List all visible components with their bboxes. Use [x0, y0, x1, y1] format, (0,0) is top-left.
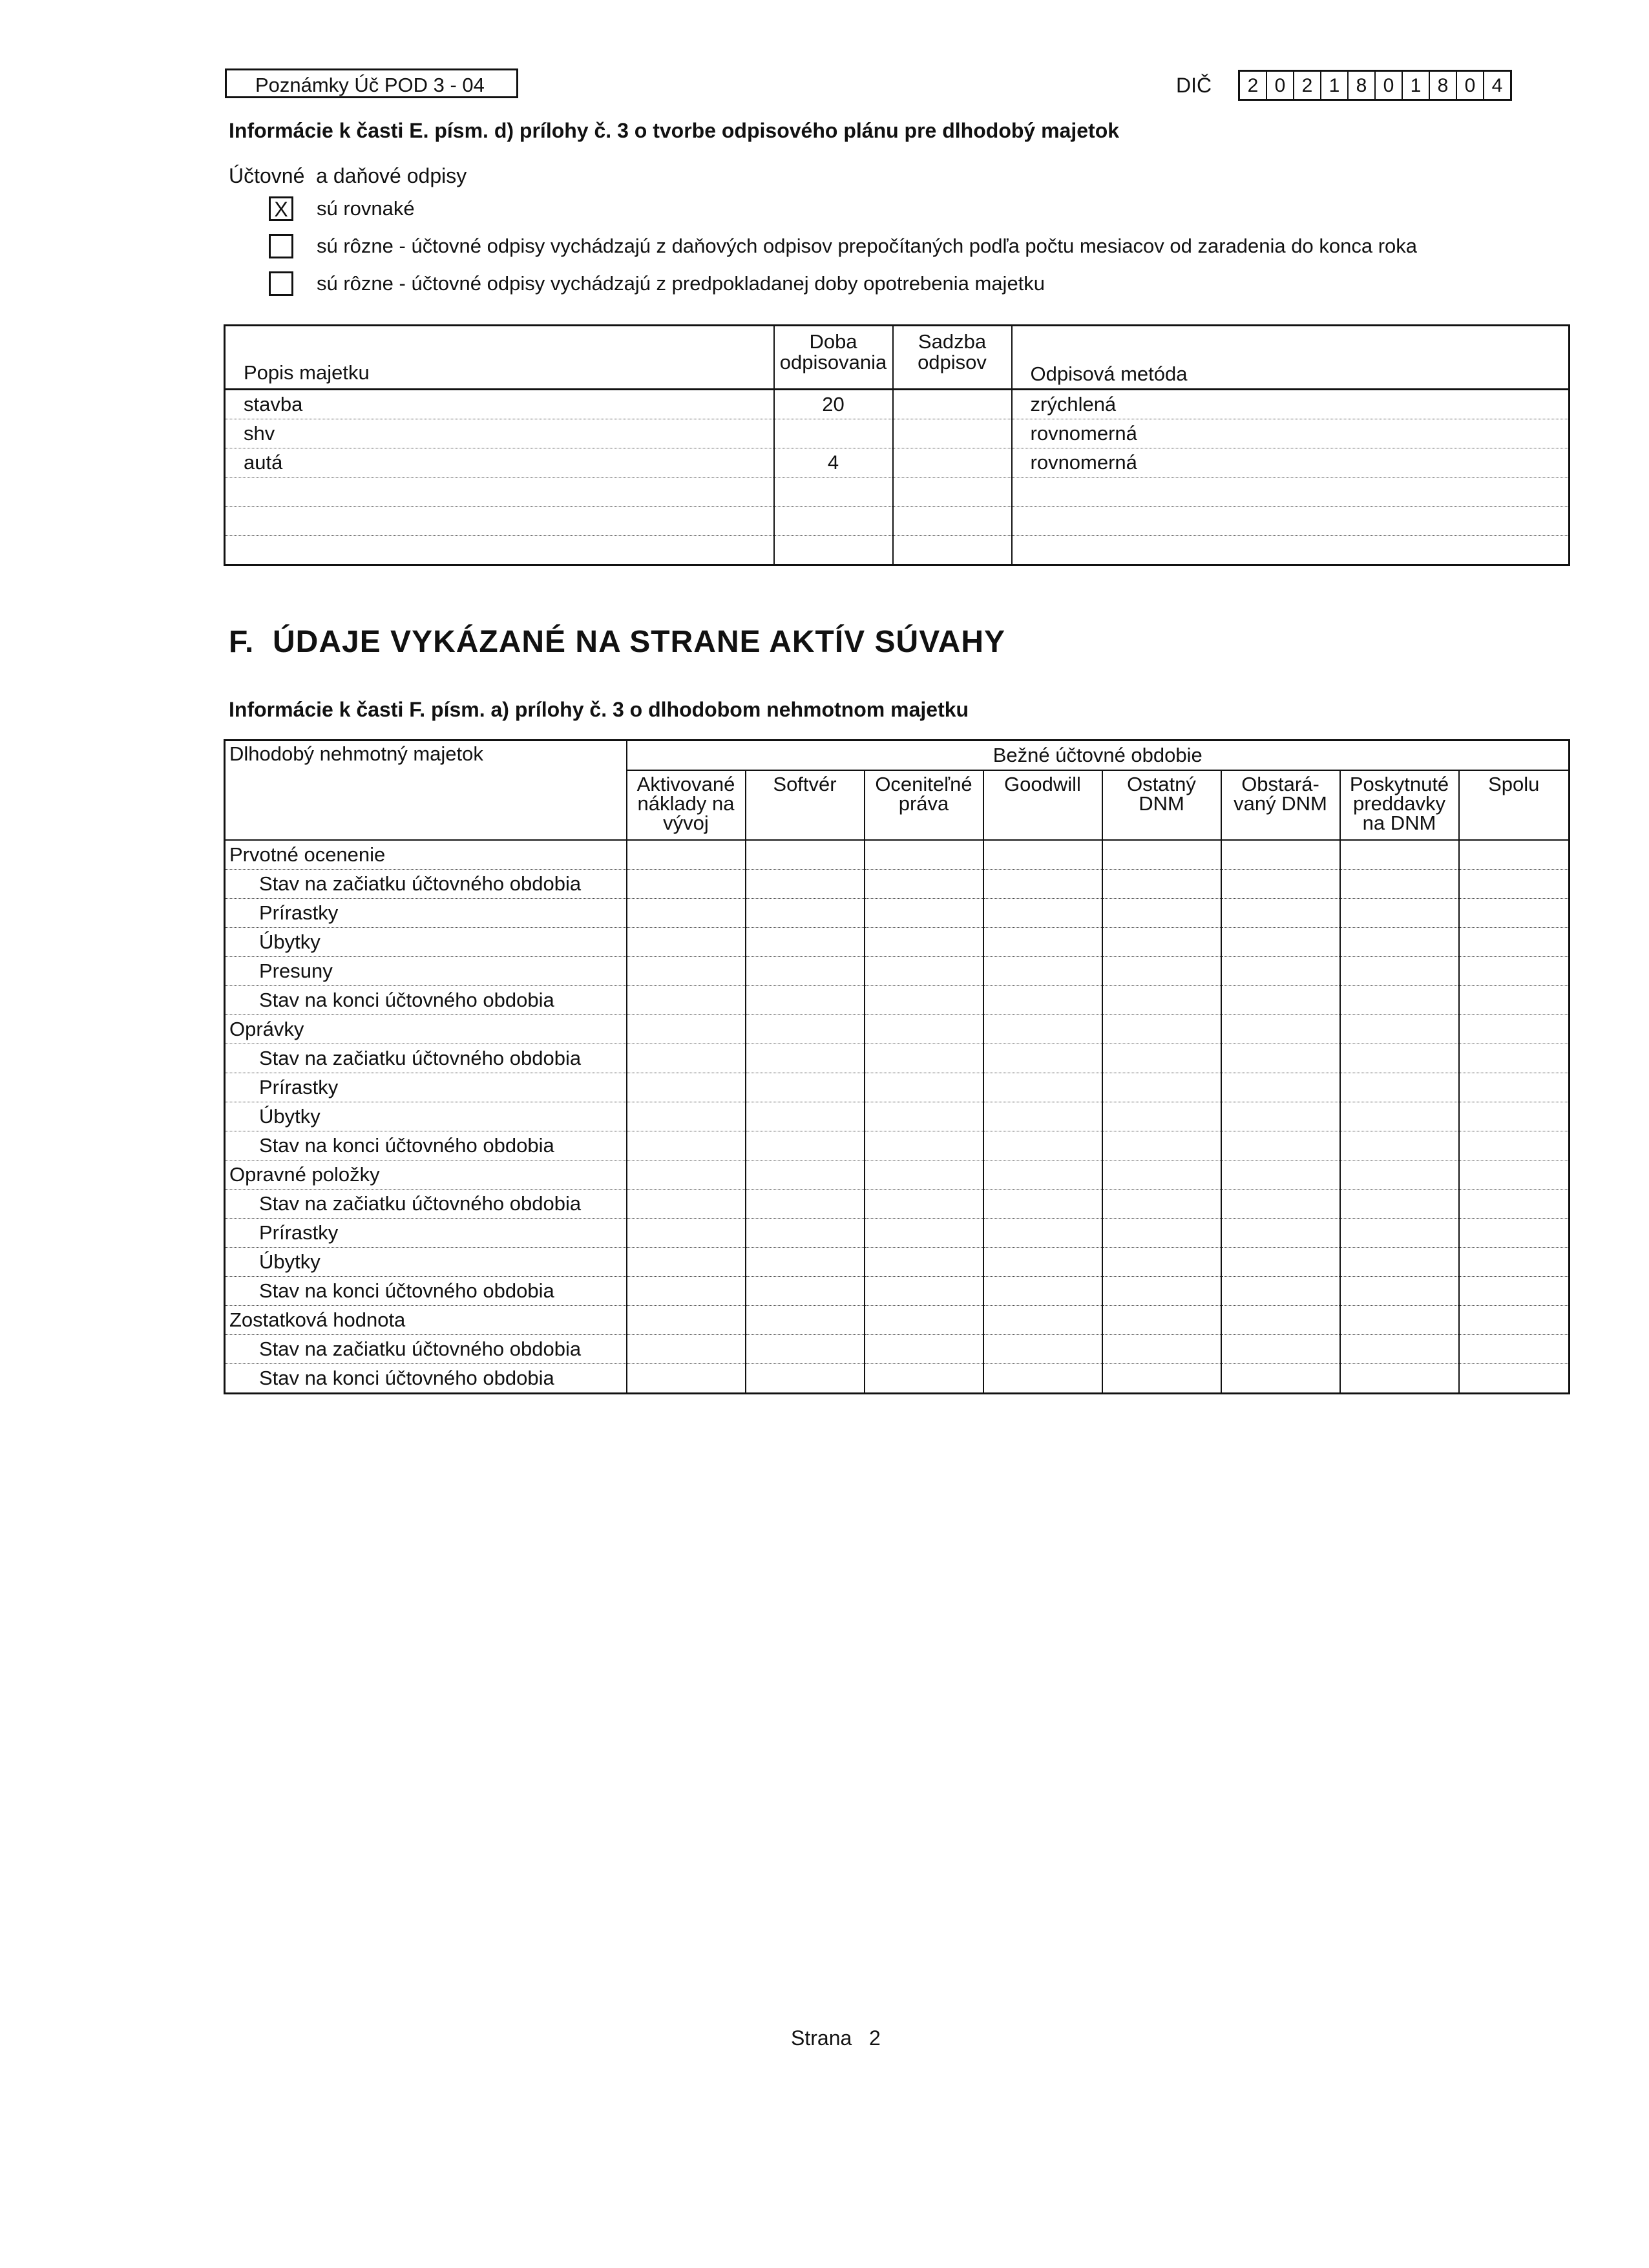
- value-cell: [983, 870, 1102, 899]
- page-number-value: 2: [868, 2026, 881, 2050]
- value-cell: [1221, 1335, 1340, 1364]
- dic-digit: 2: [1294, 72, 1321, 99]
- form-id: Poznámky Úč POD 3 - 04: [225, 68, 518, 98]
- value-cell: [1340, 870, 1459, 899]
- value-cell: [746, 1073, 865, 1102]
- cell-description: [225, 478, 774, 507]
- cell-period: [774, 536, 893, 565]
- dic-label: DIČ: [1176, 74, 1212, 97]
- value-cell: [865, 1335, 983, 1364]
- value-cell: [1221, 1044, 1340, 1073]
- value-cell: [1459, 1335, 1570, 1364]
- cell-method: zrýchlená: [1012, 390, 1570, 419]
- value-cell: [1340, 957, 1459, 986]
- section-f-heading: Informácie k časti F. písm. a) prílohy č. 3 o dlhodobom nehmotnom majetku: [229, 698, 969, 721]
- value-cell: [1459, 1219, 1570, 1248]
- period-label: Bežné účtovné obdobie: [627, 740, 1570, 771]
- cell-description: stavba: [225, 390, 774, 419]
- value-cell: [1221, 1190, 1340, 1219]
- value-cell: [1459, 1277, 1570, 1306]
- value-cell: [1459, 899, 1570, 928]
- cell-rate: [893, 478, 1012, 507]
- value-cell: [865, 870, 983, 899]
- row-label: Stav na konci účtovného obdobia: [225, 1277, 627, 1306]
- value-cell: [983, 840, 1102, 870]
- row-label: Úbytky: [225, 1102, 627, 1131]
- value-cell: [983, 1335, 1102, 1364]
- dic-digit: 2: [1240, 72, 1267, 99]
- value-cell: [627, 957, 746, 986]
- value-cell: [1340, 1044, 1459, 1073]
- table-row: [225, 507, 1570, 536]
- row-label: Prírastky: [225, 899, 627, 928]
- section-e-heading: Informácie k časti E. písm. d) prílohy č. 3 o tvorbe odpisového plánu pre dlhodobý majetok: [229, 119, 1120, 142]
- depreciation-plan-table: [224, 324, 1570, 566]
- value-cell: [1459, 870, 1570, 899]
- value-cell: [865, 1102, 983, 1131]
- table-row: [225, 1219, 1570, 1248]
- value-cell: [1221, 986, 1340, 1015]
- value-cell: [627, 840, 746, 870]
- value-cell: [1340, 1160, 1459, 1190]
- value-cell: [983, 1248, 1102, 1277]
- dic-digit: 0: [1267, 72, 1294, 99]
- value-cell: [1340, 1277, 1459, 1306]
- value-cell: [1102, 1102, 1221, 1131]
- value-cell: [1221, 1015, 1340, 1044]
- option-checkbox[interactable]: [269, 271, 293, 296]
- table-row: [225, 1277, 1570, 1306]
- option-label: sú rôzne - účtovné odpisy vychádzajú z predpokladanej doby opotrebenia majetku: [317, 272, 1045, 295]
- group-label: Oprávky: [225, 1015, 627, 1044]
- value-cell: [865, 1131, 983, 1160]
- value-cell: [1221, 1102, 1340, 1131]
- value-cell: [865, 840, 983, 870]
- value-cell: [627, 986, 746, 1015]
- value-cell: [627, 1335, 746, 1364]
- row-label: Stav na konci účtovného obdobia: [225, 1131, 627, 1160]
- value-cell: [1221, 957, 1340, 986]
- value-cell: [627, 1364, 746, 1394]
- table-row: [225, 448, 1570, 478]
- value-cell: [746, 1248, 865, 1277]
- value-cell: [1221, 840, 1340, 870]
- value-cell: [1102, 1248, 1221, 1277]
- group-label: Zostatková hodnota: [225, 1306, 627, 1335]
- value-cell: [1102, 1073, 1221, 1102]
- value-cell: [627, 1044, 746, 1073]
- value-cell: [1221, 1306, 1340, 1335]
- value-cell: [1102, 1015, 1221, 1044]
- cell-period: [774, 478, 893, 507]
- value-cell: [627, 1160, 746, 1190]
- col-header: Aktivované náklady na vývoj: [627, 770, 746, 840]
- value-cell: [983, 1044, 1102, 1073]
- group-row: [225, 1160, 1570, 1190]
- value-cell: [865, 899, 983, 928]
- value-cell: [983, 1073, 1102, 1102]
- value-cell: [746, 1044, 865, 1073]
- value-cell: [1102, 1277, 1221, 1306]
- row-label: Úbytky: [225, 928, 627, 957]
- value-cell: [983, 957, 1102, 986]
- table-row: [225, 1248, 1570, 1277]
- value-cell: [1102, 1219, 1221, 1248]
- value-cell: [627, 899, 746, 928]
- value-cell: [746, 1219, 865, 1248]
- group-row: [225, 1306, 1570, 1335]
- col-header: Poskytnuté preddavky na DNM: [1340, 770, 1459, 840]
- value-cell: [746, 1364, 865, 1394]
- value-cell: [983, 1102, 1102, 1131]
- value-cell: [627, 1219, 746, 1248]
- value-cell: [627, 1306, 746, 1335]
- value-cell: [865, 928, 983, 957]
- value-cell: [627, 928, 746, 957]
- table-row: [225, 928, 1570, 957]
- value-cell: [1221, 1277, 1340, 1306]
- option-label: sú rovnaké: [317, 197, 415, 220]
- page-label: Strana: [791, 2026, 852, 2050]
- value-cell: [865, 1364, 983, 1394]
- value-cell: [1459, 928, 1570, 957]
- value-cell: [746, 957, 865, 986]
- value-cell: [983, 1306, 1102, 1335]
- value-cell: [627, 870, 746, 899]
- table-row: [225, 419, 1570, 448]
- value-cell: [865, 1248, 983, 1277]
- value-cell: [1221, 1219, 1340, 1248]
- col-header: Ostatný DNM: [1102, 770, 1221, 840]
- value-cell: [746, 840, 865, 870]
- value-cell: [865, 1190, 983, 1219]
- intangible-assets-table: [224, 739, 1570, 1394]
- option-checkbox[interactable]: [269, 234, 293, 258]
- value-cell: [1221, 928, 1340, 957]
- group-row: [225, 840, 1570, 870]
- value-cell: [1221, 1131, 1340, 1160]
- table-row: [225, 870, 1570, 899]
- value-cell: [983, 899, 1102, 928]
- option-row: [269, 234, 1417, 258]
- value-cell: [865, 1306, 983, 1335]
- value-cell: [1340, 986, 1459, 1015]
- cell-rate: [893, 419, 1012, 448]
- value-cell: [983, 1364, 1102, 1394]
- value-cell: [746, 1160, 865, 1190]
- group-label: Prvotné ocenenie: [225, 840, 627, 870]
- col-header: Obstará- vaný DNM: [1221, 770, 1340, 840]
- row-label: Stav na konci účtovného obdobia: [225, 1364, 627, 1394]
- option-label: sú rôzne - účtovné odpisy vychádzajú z daňových odpisov prepočítaných podľa počtu mesiacov od zaradenia do konca roka: [317, 235, 1418, 257]
- value-cell: [865, 1044, 983, 1073]
- value-cell: [627, 1248, 746, 1277]
- value-cell: [1102, 986, 1221, 1015]
- value-cell: [746, 1277, 865, 1306]
- table-row: [225, 478, 1570, 507]
- value-cell: [1102, 870, 1221, 899]
- cell-rate: [893, 536, 1012, 565]
- value-cell: [1459, 1044, 1570, 1073]
- table-row: [225, 1044, 1570, 1073]
- cell-description: [225, 507, 774, 536]
- value-cell: [1221, 1073, 1340, 1102]
- value-cell: [1102, 1335, 1221, 1364]
- group-row: [225, 1015, 1570, 1044]
- cell-method: [1012, 507, 1570, 536]
- value-cell: [1459, 840, 1570, 870]
- dic-digit: 8: [1430, 72, 1457, 99]
- value-cell: [746, 1131, 865, 1160]
- value-cell: [865, 1160, 983, 1190]
- value-cell: [1459, 1131, 1570, 1160]
- dic-digit-boxes: [1238, 70, 1512, 101]
- cell-method: [1012, 478, 1570, 507]
- value-cell: [983, 1160, 1102, 1190]
- value-cell: [983, 928, 1102, 957]
- value-cell: [983, 1190, 1102, 1219]
- value-cell: [1340, 1131, 1459, 1160]
- cell-method: rovnomerná: [1012, 419, 1570, 448]
- value-cell: [1102, 928, 1221, 957]
- value-cell: [627, 1277, 746, 1306]
- table-row: [225, 986, 1570, 1015]
- table-row: [225, 1131, 1570, 1160]
- cell-method: rovnomerná: [1012, 448, 1570, 478]
- value-cell: [1221, 870, 1340, 899]
- col-header: Oceniteľné práva: [865, 770, 983, 840]
- value-cell: [1340, 1248, 1459, 1277]
- col-header-description: Popis majetku: [225, 326, 774, 390]
- cell-rate: [893, 448, 1012, 478]
- col-header: Softvér: [746, 770, 865, 840]
- table-row: [225, 957, 1570, 986]
- cell-description: autá: [225, 448, 774, 478]
- value-cell: [1102, 840, 1221, 870]
- value-cell: [746, 1102, 865, 1131]
- row-label: Stav na začiatku účtovného obdobia: [225, 870, 627, 899]
- row-label: Úbytky: [225, 1248, 627, 1277]
- value-cell: [1221, 1364, 1340, 1394]
- row-label: Stav na začiatku účtovného obdobia: [225, 1335, 627, 1364]
- table-row: [225, 390, 1570, 419]
- dic-digit: 1: [1321, 72, 1349, 99]
- option-row: [269, 271, 1045, 296]
- table-row: [225, 899, 1570, 928]
- value-cell: [746, 1015, 865, 1044]
- value-cell: [1102, 899, 1221, 928]
- dic-digit: 4: [1491, 75, 1503, 96]
- value-cell: [1221, 1160, 1340, 1190]
- col-header-rate: Sadzba odpisov: [893, 326, 1012, 390]
- value-cell: [865, 957, 983, 986]
- value-cell: [627, 1102, 746, 1131]
- col-header-period: Doba odpisovania: [774, 326, 893, 390]
- value-cell: [746, 1306, 865, 1335]
- value-cell: [865, 1277, 983, 1306]
- cell-period: 20: [774, 390, 893, 419]
- value-cell: [1221, 1248, 1340, 1277]
- value-cell: [746, 928, 865, 957]
- table-row: [225, 1102, 1570, 1131]
- cell-method: [1012, 536, 1570, 565]
- value-cell: [1102, 1160, 1221, 1190]
- value-cell: [1459, 986, 1570, 1015]
- section-f-title: F. ÚDAJE VYKÁZANÉ NA STRANE AKTÍV SÚVAHY: [229, 625, 1005, 659]
- row-label: Prírastky: [225, 1073, 627, 1102]
- col-header-method: Odpisová metóda: [1012, 326, 1570, 390]
- row-label: Stav na konci účtovného obdobia: [225, 986, 627, 1015]
- value-cell: [983, 986, 1102, 1015]
- table-row: [225, 1335, 1570, 1364]
- value-cell: [983, 1131, 1102, 1160]
- value-cell: [1102, 1044, 1221, 1073]
- value-cell: [983, 1015, 1102, 1044]
- corner-label: Dlhodobý nehmotný majetok: [225, 740, 627, 841]
- value-cell: [1102, 1364, 1221, 1394]
- value-cell: [1459, 1364, 1570, 1394]
- section-e-subheading: Účtovné a daňové odpisy: [229, 164, 467, 187]
- cell-period: 4: [774, 448, 893, 478]
- value-cell: [983, 1219, 1102, 1248]
- table-row: [225, 1190, 1570, 1219]
- value-cell: [1340, 1219, 1459, 1248]
- value-cell: [865, 1219, 983, 1248]
- cell-rate: [893, 390, 1012, 419]
- value-cell: [865, 986, 983, 1015]
- value-cell: [1102, 1190, 1221, 1219]
- value-cell: [1340, 1335, 1459, 1364]
- value-cell: [1340, 1015, 1459, 1044]
- value-cell: [1340, 840, 1459, 870]
- value-cell: [627, 1015, 746, 1044]
- value-cell: [1340, 1102, 1459, 1131]
- table-row: [225, 1364, 1570, 1394]
- value-cell: [1459, 1160, 1570, 1190]
- value-cell: [1340, 899, 1459, 928]
- value-cell: [1340, 1306, 1459, 1335]
- value-cell: [1102, 1306, 1221, 1335]
- table-row: [225, 536, 1570, 565]
- value-cell: [1340, 928, 1459, 957]
- value-cell: [746, 1335, 865, 1364]
- cell-rate: [893, 507, 1012, 536]
- value-cell: [983, 1277, 1102, 1306]
- cell-period: [774, 507, 893, 536]
- cell-description: shv: [225, 419, 774, 448]
- row-label: Stav na začiatku účtovného obdobia: [225, 1190, 627, 1219]
- value-cell: [627, 1190, 746, 1219]
- dic-digit: 8: [1349, 72, 1376, 99]
- row-label: Stav na začiatku účtovného obdobia: [225, 1044, 627, 1073]
- table-row: [225, 1073, 1570, 1102]
- value-cell: [1340, 1073, 1459, 1102]
- page-number: [791, 2026, 881, 2050]
- value-cell: [1459, 1190, 1570, 1219]
- group-label: Opravné položky: [225, 1160, 627, 1190]
- value-cell: [746, 986, 865, 1015]
- value-cell: [746, 870, 865, 899]
- value-cell: [865, 1073, 983, 1102]
- dic-digit: 0: [1457, 72, 1484, 99]
- col-header: Spolu: [1459, 770, 1570, 840]
- cell-description: [225, 536, 774, 565]
- dic-digit: 1: [1403, 72, 1430, 99]
- value-cell: [746, 1190, 865, 1219]
- cell-period: [774, 419, 893, 448]
- value-cell: [1459, 1248, 1570, 1277]
- value-cell: [627, 1073, 746, 1102]
- option-checkbox[interactable]: X: [269, 196, 293, 221]
- value-cell: [1102, 957, 1221, 986]
- option-row: [269, 196, 415, 221]
- dic-digit: 0: [1376, 72, 1403, 99]
- value-cell: [1459, 1102, 1570, 1131]
- value-cell: [1459, 1015, 1570, 1044]
- value-cell: [1459, 1306, 1570, 1335]
- value-cell: [1340, 1364, 1459, 1394]
- value-cell: [1221, 899, 1340, 928]
- row-label: Prírastky: [225, 1219, 627, 1248]
- value-cell: [1459, 1073, 1570, 1102]
- row-label: Presuny: [225, 957, 627, 986]
- value-cell: [746, 899, 865, 928]
- value-cell: [1102, 1131, 1221, 1160]
- value-cell: [1340, 1190, 1459, 1219]
- col-header: Goodwill: [983, 770, 1102, 840]
- value-cell: [865, 1015, 983, 1044]
- value-cell: [1459, 957, 1570, 986]
- value-cell: [627, 1131, 746, 1160]
